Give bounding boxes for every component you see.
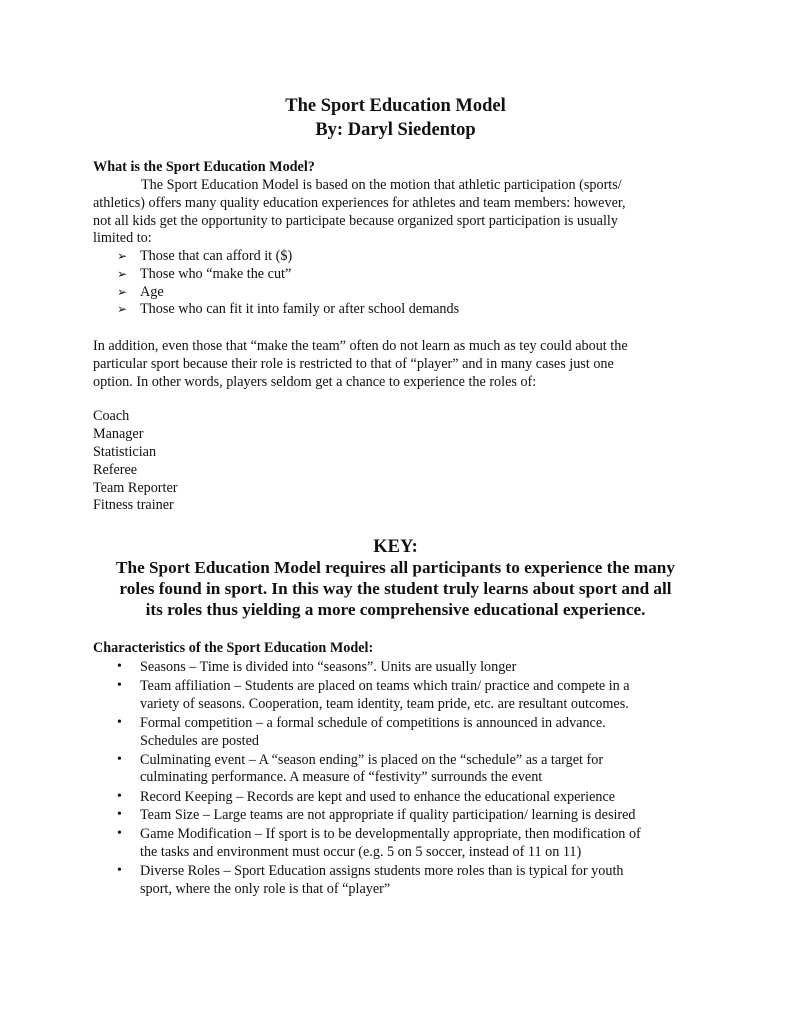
key-line: its roles thus yielding a more comprehensive educational experience. xyxy=(145,600,646,619)
role-item: Fitness trainer xyxy=(93,497,174,513)
characteristic-line: Schedules are posted xyxy=(140,733,259,749)
role-item: Coach xyxy=(93,408,130,424)
role-item: Referee xyxy=(93,462,138,478)
bullet-icon: • xyxy=(117,659,122,674)
arrow-bullet-icon: ➢ xyxy=(117,267,128,281)
characteristic-line: Team Size – Large teams are not appropriate if quality participation/ learning is desired xyxy=(140,807,636,823)
role-item: Statistician xyxy=(93,444,157,460)
characteristic-line: Diverse Roles – Sport Education assigns students more roles than is typical for youth xyxy=(140,863,624,879)
arrow-bullet-icon: ➢ xyxy=(117,285,128,299)
characteristic-line: culminating performance. A measure of “festivity” surrounds the event xyxy=(140,769,543,785)
addition-line: particular sport because their role is restricted to that of “player” and in many cases just one xyxy=(93,356,614,372)
bullet-icon: • xyxy=(117,863,122,878)
characteristic-line: Team affiliation – Students are placed on teams which train/ practice and compete in a xyxy=(140,678,630,694)
characteristics-heading: Characteristics of the Sport Education Model: xyxy=(93,640,374,656)
bullet-icon: • xyxy=(117,826,122,841)
characteristic-line: the tasks and environment must occur (e.g. 5 on 5 soccer, instead of 11 on 11) xyxy=(140,844,582,860)
arrow-bullet-icon: ➢ xyxy=(117,249,128,263)
key-line: roles found in sport. In this way the student truly learns about sport and all xyxy=(119,579,672,598)
key-heading: KEY: xyxy=(373,537,418,557)
limit-item: Those that can afford it ($) xyxy=(140,248,293,264)
bullet-icon: • xyxy=(117,678,122,693)
role-item: Manager xyxy=(93,426,144,442)
bullet-icon: • xyxy=(117,789,122,804)
limit-item: Those who can fit it into family or after school demands xyxy=(140,301,460,317)
characteristic-line: Seasons – Time is divided into “seasons”. Units are usually longer xyxy=(140,659,517,675)
document-title: The Sport Education Model xyxy=(285,96,506,116)
intro-line: athletics) offers many quality education experiences for athletes and team members: however, xyxy=(93,195,626,211)
document-author: By: Daryl Siedentop xyxy=(315,120,476,140)
characteristic-line: sport, where the only role is that of “player” xyxy=(140,881,391,897)
characteristic-line: Record Keeping – Records are kept and used to enhance the educational experience xyxy=(140,789,616,805)
addition-line: In addition, even those that “make the team” often do not learn as much as tey could about the xyxy=(93,338,628,354)
key-line: The Sport Education Model requires all participants to experience the many xyxy=(116,558,675,577)
characteristic-line: Game Modification – If sport is to be developmentally appropriate, then modification of xyxy=(140,826,641,842)
limit-item: Age xyxy=(140,284,164,300)
limit-item: Those who “make the cut” xyxy=(140,266,292,282)
arrow-bullet-icon: ➢ xyxy=(117,302,128,316)
question-heading: What is the Sport Education Model? xyxy=(93,159,315,175)
intro-line: The Sport Education Model is based on the motion that athletic participation (sports/ xyxy=(141,177,622,193)
bullet-icon: • xyxy=(117,807,122,822)
bullet-icon: • xyxy=(117,752,122,767)
role-item: Team Reporter xyxy=(93,480,178,496)
characteristic-line: Culminating event – A “season ending” is placed on the “schedule” as a target for xyxy=(140,752,604,768)
intro-line: limited to: xyxy=(93,230,152,246)
bullet-icon: • xyxy=(117,715,122,730)
addition-line: option. In other words, players seldom get a chance to experience the roles of: xyxy=(93,374,537,390)
characteristic-line: Formal competition – a formal schedule of competitions is announced in advance. xyxy=(140,715,606,731)
characteristic-line: variety of seasons. Cooperation, team identity, team pride, etc. are resultant outcomes. xyxy=(140,696,629,712)
intro-line: not all kids get the opportunity to participate because organized sport participation is usually xyxy=(93,213,618,229)
